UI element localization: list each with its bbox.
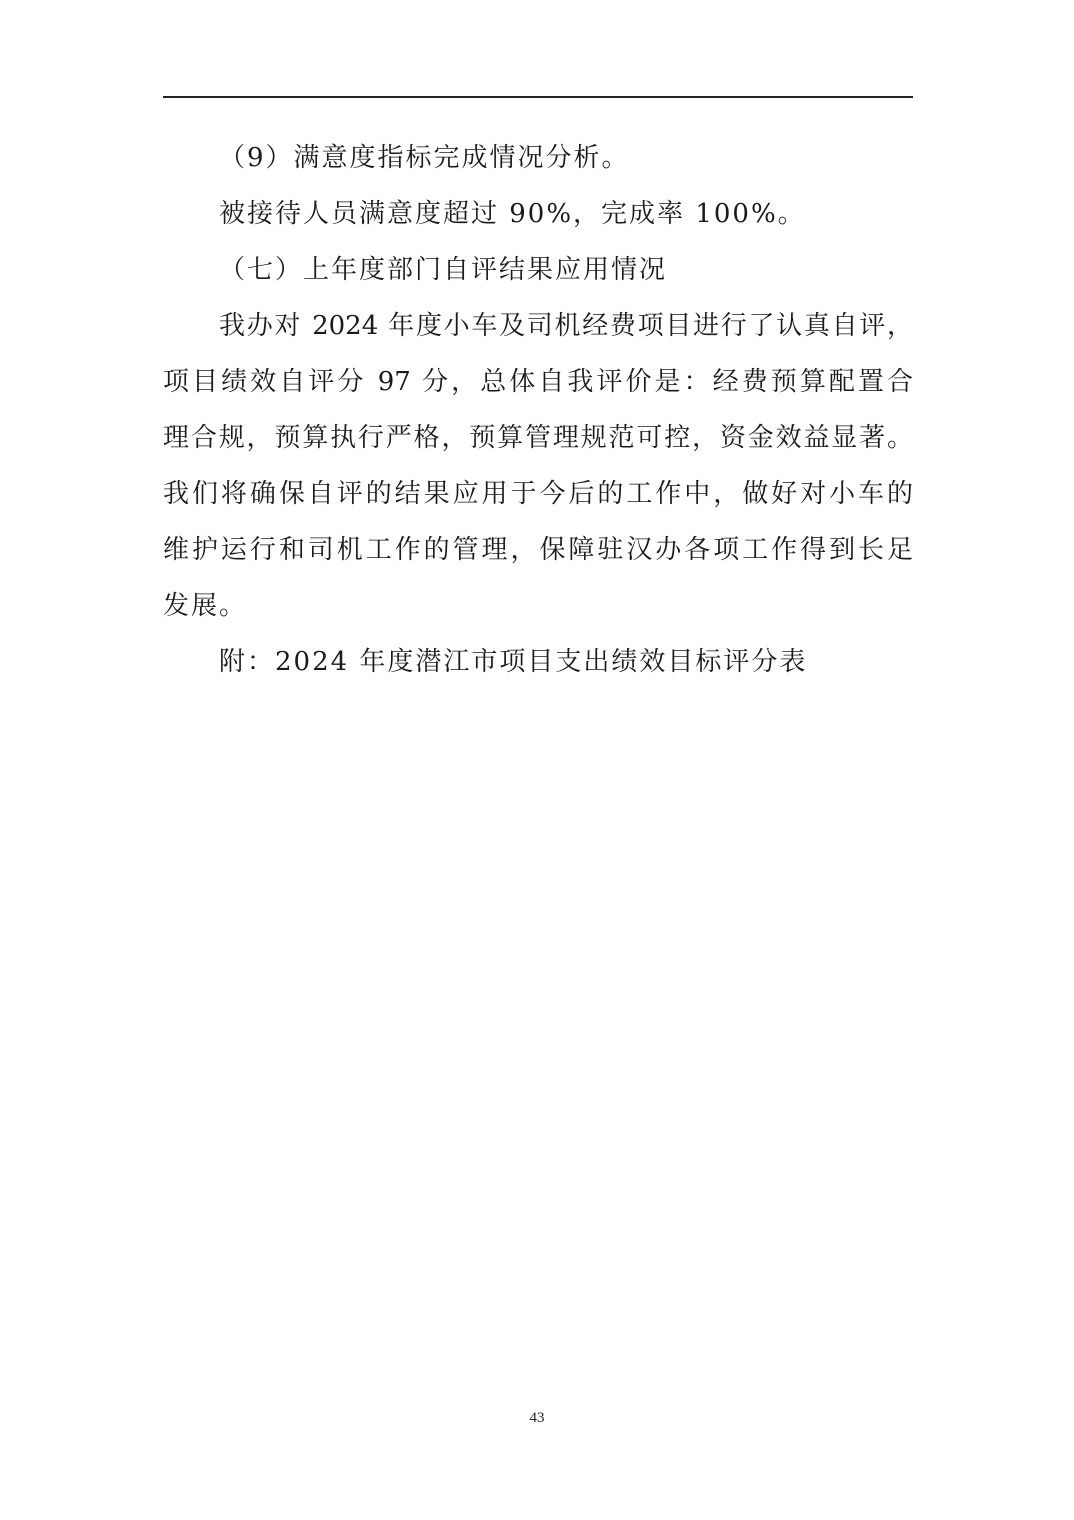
document-body xyxy=(163,130,913,690)
paragraph-line: 维护运行和司机工作的管理，保障驻汉办各项工作得到长足 xyxy=(163,535,913,565)
attachment-note: 附：2024 年度潜江市项目支出绩效目标评分表 xyxy=(219,647,808,677)
header-rule xyxy=(163,96,913,98)
paragraph-line: 理合规，预算执行严格，预算管理规范可控，资金效益显著。 xyxy=(163,423,913,453)
paragraph-line: 我们将确保自评的结果应用于今后的工作中，做好对小车的 xyxy=(163,479,913,509)
section-heading-satisfaction: （9）满意度指标完成情况分析。 xyxy=(219,143,630,173)
page-number: 43 xyxy=(529,1410,545,1426)
paragraph-line: 发展。 xyxy=(163,591,248,621)
paragraph-line: 项目绩效自评分 97 分，总体自我评价是：经费预算配置合 xyxy=(163,367,913,397)
section-heading-evaluation-application: （七）上年度部门自评结果应用情况 xyxy=(219,255,668,285)
paragraph-line: 我办对 2024 年度小车及司机经费项目进行了认真自评， xyxy=(219,311,913,341)
satisfaction-text: 被接待人员满意度超过 90%，完成率 100%。 xyxy=(219,199,806,229)
